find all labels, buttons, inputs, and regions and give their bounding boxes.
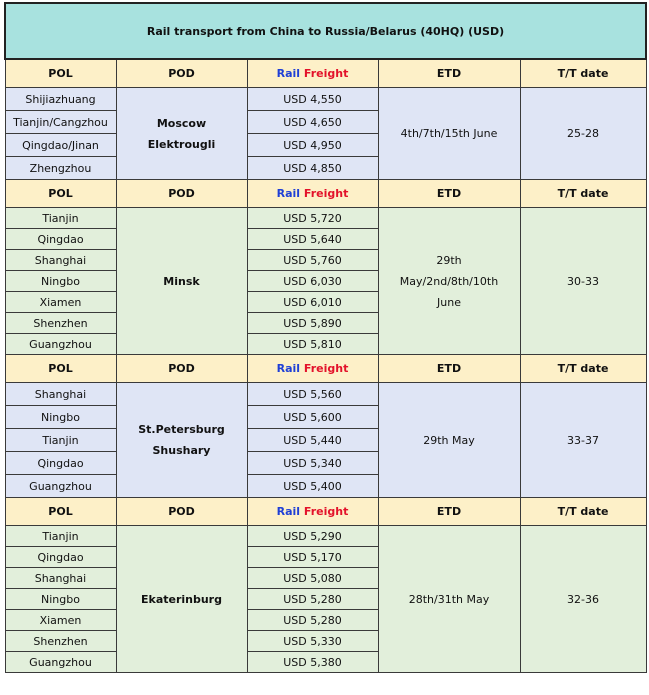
price-cell: USD 5,720 xyxy=(247,208,378,229)
header-etd: ETD xyxy=(378,498,520,526)
tt-cell: 30-33 xyxy=(520,208,646,355)
price-cell: USD 5,290 xyxy=(247,526,378,547)
pol-cell: Tianjin xyxy=(5,429,116,452)
table-row xyxy=(5,88,646,111)
header-freight-word: Freight xyxy=(303,362,349,375)
header-etd: ETD xyxy=(378,180,520,208)
price-cell: USD 5,560 xyxy=(247,383,378,406)
etd-cell: 4th/7th/15th June xyxy=(378,88,520,180)
price-cell: USD 5,760 xyxy=(247,250,378,271)
price-cell: USD 4,650 xyxy=(247,111,378,134)
pol-cell: Ningbo xyxy=(5,589,116,610)
price-cell: USD 5,440 xyxy=(247,429,378,452)
header-pod: POD xyxy=(116,355,247,383)
header-tt: T/T date xyxy=(520,355,646,383)
etd-cell xyxy=(378,208,520,355)
pod-cell xyxy=(116,88,247,180)
pol-cell: Qingdao xyxy=(5,547,116,568)
header-rail-freight xyxy=(247,59,378,88)
table-row xyxy=(5,526,646,547)
pod-name-line1: St.Petersburg xyxy=(138,423,225,436)
price-cell: USD 4,850 xyxy=(247,157,378,180)
price-cell: USD 6,030 xyxy=(247,271,378,292)
header-etd: ETD xyxy=(378,59,520,88)
header-pol: POL xyxy=(5,355,116,383)
section-header-row xyxy=(5,180,646,208)
tt-cell: 25-28 xyxy=(520,88,646,180)
pol-cell: Tianjin/Cangzhou xyxy=(5,111,116,134)
table-row xyxy=(5,208,646,229)
table-title: Rail transport from China to Russia/Belarus (40HQ) (USD) xyxy=(5,3,646,59)
header-freight-word: Freight xyxy=(303,187,349,200)
pol-cell: Qingdao xyxy=(5,229,116,250)
header-pod: POD xyxy=(116,180,247,208)
table-row xyxy=(5,383,646,406)
price-cell: USD 5,340 xyxy=(247,452,378,475)
header-tt: T/T date xyxy=(520,498,646,526)
etd-line2: May/2nd/8th/10th xyxy=(399,274,499,288)
pol-cell: Shanghai xyxy=(5,383,116,406)
etd-line1: 29th xyxy=(436,253,462,267)
pol-cell: Tianjin xyxy=(5,526,116,547)
price-cell: USD 5,080 xyxy=(247,568,378,589)
pol-cell: Shenzhen xyxy=(5,631,116,652)
pol-cell: Xiamen xyxy=(5,610,116,631)
rail-rates-table xyxy=(4,2,647,673)
pol-cell: Shijiazhuang xyxy=(5,88,116,111)
price-cell: USD 5,600 xyxy=(247,406,378,429)
pod-name-line1: Moscow xyxy=(156,116,207,130)
etd-cell: 28th/31th May xyxy=(378,526,520,673)
price-cell: USD 5,380 xyxy=(247,652,378,673)
header-rail-word: Rail xyxy=(276,67,301,80)
etd-line3: June xyxy=(437,295,461,309)
price-cell: USD 5,170 xyxy=(247,547,378,568)
etd-cell: 29th May xyxy=(378,383,520,498)
pod-cell: Minsk xyxy=(116,208,247,355)
header-pol: POL xyxy=(5,498,116,526)
price-cell: USD 5,810 xyxy=(247,334,378,355)
header-rail-word: Rail xyxy=(276,362,301,375)
pol-cell: Ningbo xyxy=(5,271,116,292)
header-rail-freight xyxy=(247,180,378,208)
header-freight-word: Freight xyxy=(303,67,349,80)
tt-cell: 32-36 xyxy=(520,526,646,673)
section-header-row xyxy=(5,59,646,88)
header-pod: POD xyxy=(116,59,247,88)
price-cell: USD 4,550 xyxy=(247,88,378,111)
header-pol: POL xyxy=(5,59,116,88)
section-header-row xyxy=(5,498,646,526)
price-cell: USD 5,280 xyxy=(247,589,378,610)
tt-cell: 33-37 xyxy=(520,383,646,498)
pol-cell: Shenzhen xyxy=(5,313,116,334)
header-pol: POL xyxy=(5,180,116,208)
price-cell: USD 5,890 xyxy=(247,313,378,334)
header-freight-word: Freight xyxy=(303,505,349,518)
price-cell: USD 5,330 xyxy=(247,631,378,652)
header-rail-freight xyxy=(247,355,378,383)
header-rail-freight xyxy=(247,498,378,526)
pol-cell: Qingdao/Jinan xyxy=(5,134,116,157)
pol-cell: Guangzhou xyxy=(5,334,116,355)
header-etd: ETD xyxy=(378,355,520,383)
header-rail-word: Rail xyxy=(276,187,301,200)
price-cell: USD 5,400 xyxy=(247,475,378,498)
pol-cell: Tianjin xyxy=(5,208,116,229)
pol-cell: Shanghai xyxy=(5,250,116,271)
price-cell: USD 6,010 xyxy=(247,292,378,313)
pol-cell: Qingdao xyxy=(5,452,116,475)
pod-name-line2: Elektrougli xyxy=(147,137,216,151)
pod-name-line2: Shushary xyxy=(152,444,211,457)
header-tt: T/T date xyxy=(520,59,646,88)
pol-cell: Xiamen xyxy=(5,292,116,313)
price-cell: USD 5,280 xyxy=(247,610,378,631)
pol-cell: Guangzhou xyxy=(5,652,116,673)
price-cell: USD 5,640 xyxy=(247,229,378,250)
section-header-row xyxy=(5,355,646,383)
price-cell: USD 4,950 xyxy=(247,134,378,157)
pol-cell: Guangzhou xyxy=(5,475,116,498)
pod-cell xyxy=(116,383,247,498)
header-rail-word: Rail xyxy=(276,505,301,518)
pol-cell: Shanghai xyxy=(5,568,116,589)
pol-cell: Ningbo xyxy=(5,406,116,429)
pod-cell: Ekaterinburg xyxy=(116,526,247,673)
pol-cell: Zhengzhou xyxy=(5,157,116,180)
header-tt: T/T date xyxy=(520,180,646,208)
header-pod: POD xyxy=(116,498,247,526)
